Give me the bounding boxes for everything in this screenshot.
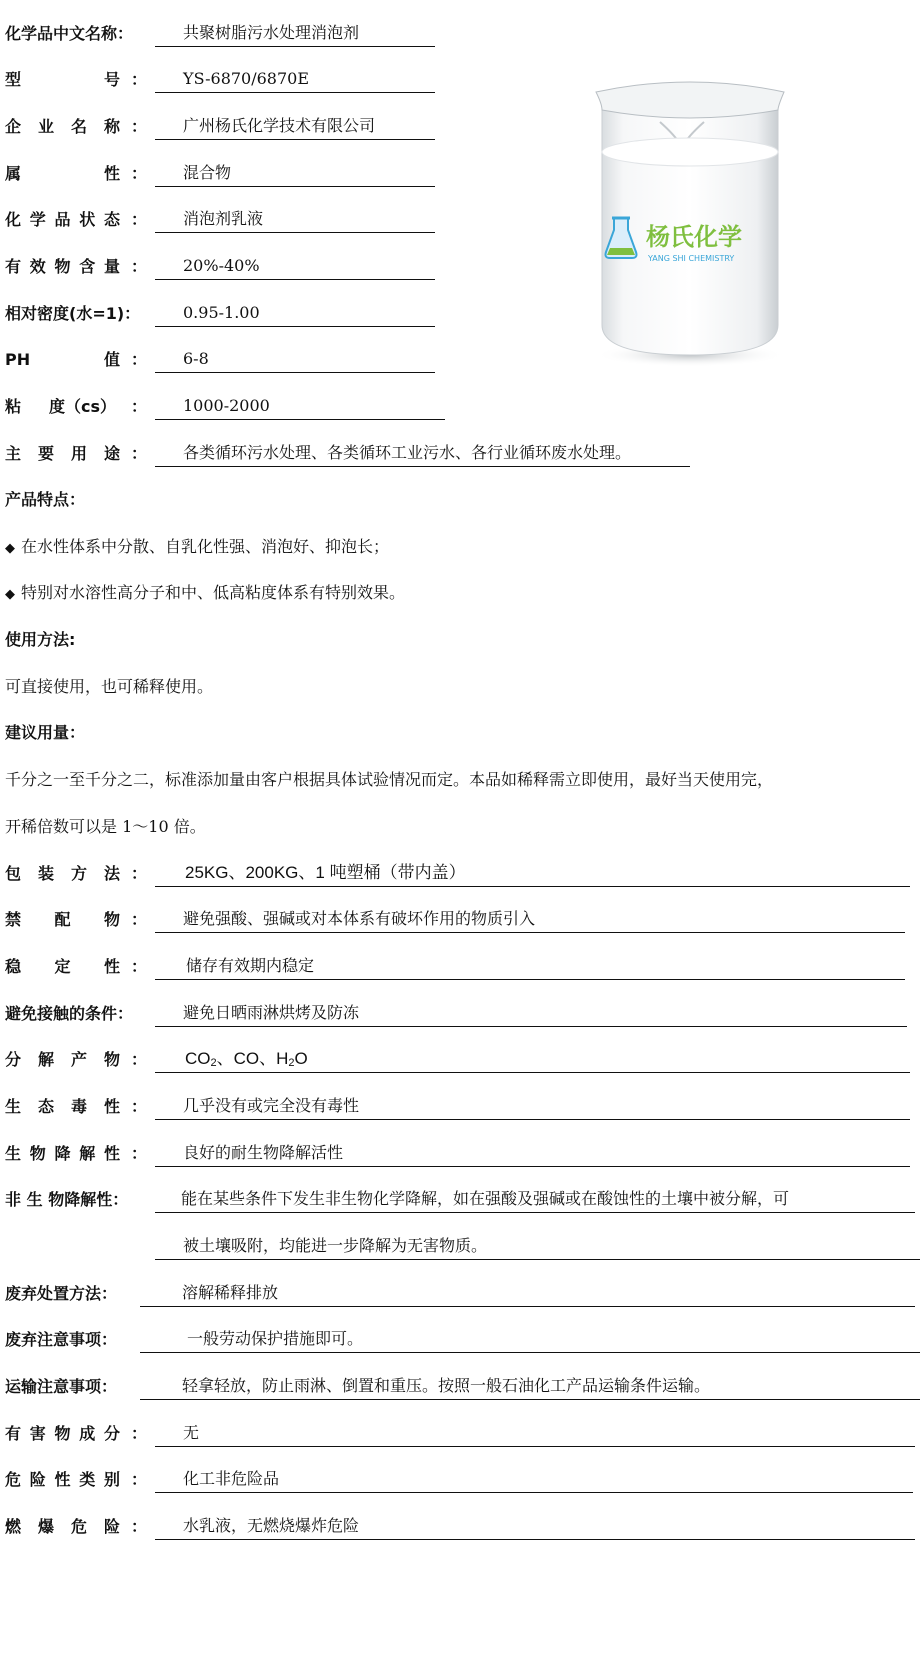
field-value: 轻拿轻放，防止雨淋、倒置和重压。按照一般石油化工产品运输条件运输。 bbox=[140, 1373, 920, 1400]
field-label: 燃 爆 危 险 ： bbox=[5, 1517, 148, 1536]
field-value: 25KG、200KG、1 吨塑桶（带内盖） bbox=[155, 860, 910, 887]
dosage-heading: 建议用量： bbox=[5, 723, 86, 742]
field-value: 共聚树脂污水处理消泡剂 bbox=[155, 20, 435, 47]
logo-name: 杨氏化学 bbox=[646, 223, 742, 251]
field-label: 主 要 用 途 ： bbox=[5, 444, 148, 463]
field-label: 分 解 产 物 ： bbox=[5, 1050, 148, 1069]
field-label: 生 物 降 解 性 ： bbox=[5, 1144, 148, 1163]
field-value: $CO_2$、CO、$H_2O$ bbox=[155, 1046, 910, 1073]
field-value: 无 bbox=[155, 1420, 915, 1447]
field-label: 危 险 性 类 别 ： bbox=[5, 1470, 148, 1489]
logo-subtitle: YANG SHI CHEMISTRY bbox=[648, 254, 735, 263]
field-value: 广州杨氏化学技术有限公司 bbox=[155, 113, 435, 140]
field-value: 几乎没有或完全没有毒性 bbox=[155, 1093, 910, 1120]
field-value: 6-8 bbox=[155, 346, 435, 373]
field-label: 包 装 方 法 ： bbox=[5, 864, 148, 883]
field-label: PH 值 ： bbox=[5, 350, 148, 369]
feature-item: ◆ 在水性体系中分散、自乳化性强、消泡好、抑泡长； bbox=[5, 537, 390, 556]
usage-heading: 使用方法: bbox=[5, 630, 76, 649]
field-label: 化学品中文名称： bbox=[5, 24, 134, 43]
field-label: 型 号 ： bbox=[5, 70, 148, 89]
field-value: 储存有效期内稳定 bbox=[155, 953, 905, 980]
field-label: 废弃处置方法： bbox=[5, 1284, 118, 1303]
dosage-text: 千分之一至千分之二，标准添加量由客户根据具体试验情况而定。本品如稀释需立即使用，最好当天使用完， bbox=[5, 770, 774, 789]
field-label: 生 态 毒 性 ： bbox=[5, 1097, 148, 1116]
field-value: 化工非危险品 bbox=[155, 1466, 913, 1493]
field-label: 相对密度(水=1)： bbox=[5, 304, 141, 323]
field-value: 1000-2000 bbox=[155, 393, 445, 420]
field-label: 废弃注意事项： bbox=[5, 1330, 118, 1349]
field-value: 避免强酸、强碱或对本体系有破坏作用的物质引入 bbox=[155, 906, 905, 933]
field-label: 化 学 品 状 态 ： bbox=[5, 210, 148, 229]
field-value: 混合物 bbox=[155, 160, 435, 187]
field-label: 有 害 物 成 分 ： bbox=[5, 1424, 148, 1443]
field-value: 消泡剂乳液 bbox=[155, 206, 435, 233]
feature-item: ◆ 特别对水溶性高分子和中、低高粘度体系有特别效果。 bbox=[5, 583, 406, 602]
field-value: 避免日晒雨淋烘烤及防冻 bbox=[155, 1000, 907, 1027]
field-label: 有 效 物 含 量 ： bbox=[5, 257, 148, 276]
field-label: 属 性 ： bbox=[5, 164, 148, 183]
field-value: 良好的耐生物降解活性 bbox=[155, 1140, 910, 1167]
field-label: 稳 定 性 ： bbox=[5, 957, 148, 976]
diamond-bullet-icon: ◆ bbox=[5, 541, 15, 556]
field-value: 能在某些条件下发生非生物化学降解，如在强酸及强碱或在酸蚀性的土壤中被分解，可 bbox=[155, 1186, 915, 1213]
diamond-bullet-icon: ◆ bbox=[5, 587, 15, 602]
field-value: 0.95-1.00 bbox=[155, 300, 435, 327]
field-label: 避免接触的条件： bbox=[5, 1004, 134, 1023]
field-label: 非 生 物降解性： bbox=[5, 1190, 129, 1209]
features-heading: 产品特点： bbox=[5, 490, 86, 509]
field-value: 溶解稀释排放 bbox=[140, 1280, 915, 1307]
field-label: 粘 度（cs） ： bbox=[5, 397, 148, 416]
field-value: 被土壤吸附，均能进一步降解为无害物质。 bbox=[155, 1233, 920, 1260]
field-value: 各类循环污水处理、各类循环工业污水、各行业循环废水处理。 bbox=[155, 440, 690, 467]
field-label: 企 业 名 称 ： bbox=[5, 117, 148, 136]
field-label: 禁 配 物 ： bbox=[5, 910, 148, 929]
field-value: YS-6870/6870E bbox=[155, 66, 435, 93]
field-value: 水乳液，无燃烧爆炸危险 bbox=[155, 1513, 915, 1540]
usage-text: 可直接使用，也可稀释使用。 bbox=[5, 677, 214, 696]
field-value: 20%-40% bbox=[155, 253, 435, 280]
product-beaker-image bbox=[590, 70, 790, 370]
field-value: 一般劳动保护措施即可。 bbox=[140, 1326, 920, 1353]
dosage-text-continued: 开稀倍数可以是 1～10 倍。 bbox=[5, 817, 206, 836]
field-label: 运输注意事项： bbox=[5, 1377, 118, 1396]
